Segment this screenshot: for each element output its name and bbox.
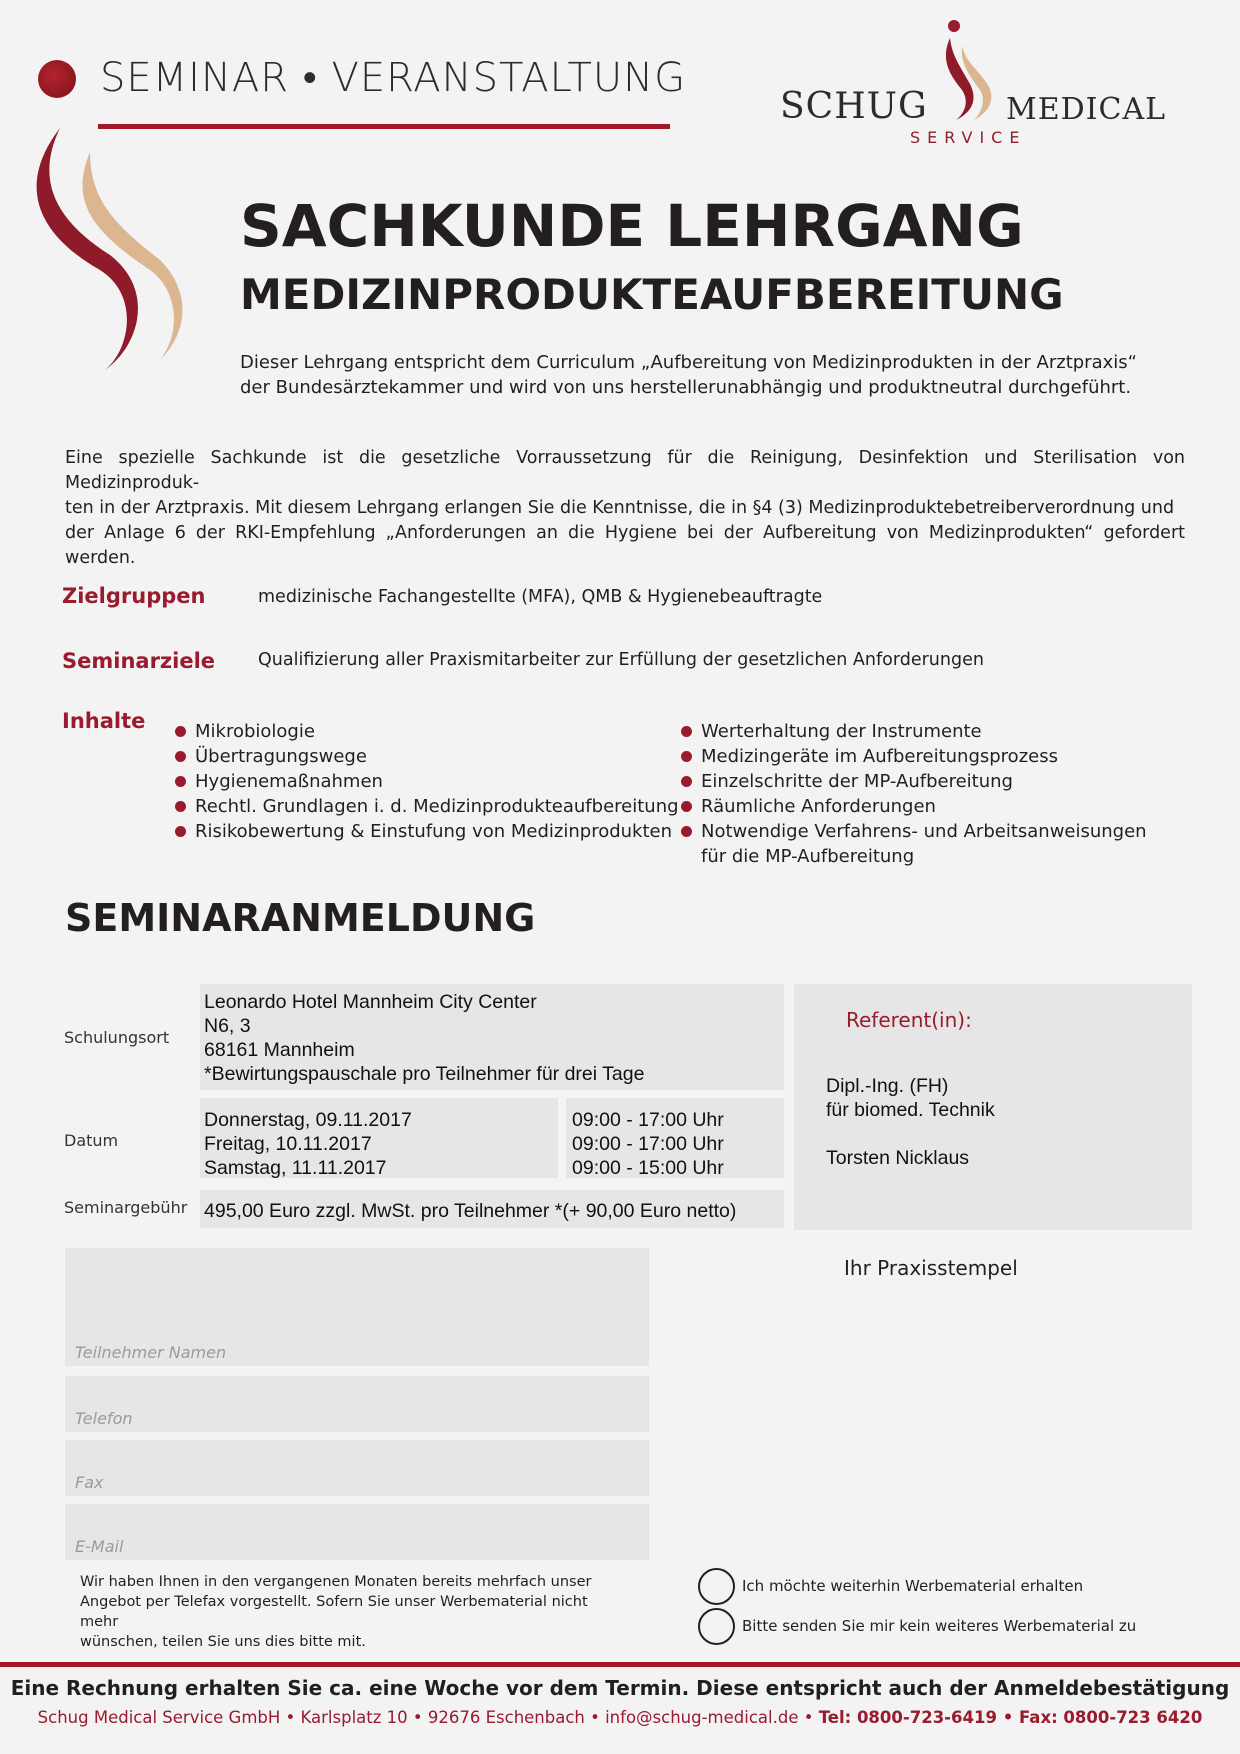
bullet-icon bbox=[681, 776, 692, 787]
description-line: der Anlage 6 der RKI-Empfehlung „Anforderungen an die Hygiene bei der Aufbereitung von Medizinprodukten“ gefordert werden. bbox=[65, 523, 1185, 568]
main-title: SACHKUNDE LEHRGANG bbox=[240, 192, 1024, 260]
description-line: ten in der Arztpraxis. Mit diesem Lehrgang erlangen Sie die Kenntnisse, die in §4 (3) Medizinproduktebetreiberverordnung und bbox=[65, 498, 1175, 518]
footer-company: Schug Medical Service GmbH • Karlsplatz 10 • 92676 Eschenbach • info@schug-medical.de • bbox=[37, 1708, 819, 1727]
field-label: Teilnehmer Namen bbox=[75, 1343, 227, 1362]
logo-mark-icon bbox=[940, 20, 1000, 120]
schulungsort-value: Leonardo Hotel Mannheim City Center N6, 3 68161 Mannheim *Bewirtungspauschale pro Teilnehmer für drei Tage bbox=[204, 991, 645, 1085]
option-label: Bitte senden Sie mir kein weiteres Werbematerial zu bbox=[742, 1617, 1137, 1635]
logo-service-text: SERVICE bbox=[910, 128, 1027, 147]
list-item: Einzelschritte der MP-Aufbereitung bbox=[681, 769, 1147, 794]
gebuehr-box bbox=[200, 1190, 784, 1228]
radio-circle-icon[interactable] bbox=[698, 1568, 735, 1605]
bullet-icon bbox=[175, 751, 186, 762]
list-item: Räumliche Anforderungen bbox=[681, 794, 1147, 819]
bullet-icon bbox=[175, 776, 186, 787]
dates-value: Donnerstag, 09.11.2017 Freitag, 10.11.2017 Samstag, 11.11.2017 bbox=[204, 1109, 412, 1179]
list-item: Übertragungswege bbox=[175, 744, 679, 769]
description-line: Eine spezielle Sachkunde ist die gesetzliche Vorraussetzung für die Reinigung, Desinfektion und Sterilisation von Medizinproduk- bbox=[65, 448, 1185, 493]
telefon-field[interactable] bbox=[65, 1376, 649, 1432]
list-item: Risikobewertung & Einstufung von Medizinprodukten bbox=[175, 819, 679, 844]
field-label: E-Mail bbox=[75, 1537, 124, 1556]
referent-label: Referent(in): bbox=[846, 1008, 972, 1032]
praxisstempel-label: Ihr Praxisstempel bbox=[844, 1256, 1018, 1280]
bullet-icon bbox=[175, 726, 186, 737]
list-item: Hygienemaßnahmen bbox=[175, 769, 679, 794]
inhalte-list-right bbox=[681, 719, 1147, 869]
bullet-icon bbox=[175, 801, 186, 812]
radio-circle-icon[interactable] bbox=[698, 1608, 735, 1645]
gebuehr-value: 495,00 Euro zzgl. MwSt. pro Teilnehmer *(+ 90,00 Euro netto) bbox=[204, 1200, 737, 1222]
footer-contact: Schug Medical Service GmbH • Karlsplatz 10 • 92676 Eschenbach • info@schug-medical.de • Tel: 0800-723-6419 • Fax: 0800-723 6420 bbox=[37, 1708, 1203, 1727]
field-label: Telefon bbox=[75, 1409, 133, 1428]
schulungsort-box bbox=[200, 984, 784, 1090]
intro-paragraph bbox=[240, 350, 1140, 400]
logo-medical-text: MEDICAL bbox=[1006, 92, 1167, 127]
zielgruppen-value: medizinische Fachangestellte (MFA), QMB & Hygienebeauftragte bbox=[258, 587, 823, 607]
seminarziele-label: Seminarziele bbox=[62, 649, 216, 673]
inhalte-label: Inhalte bbox=[62, 709, 146, 733]
field-label: Fax bbox=[75, 1473, 104, 1492]
bullet-icon bbox=[681, 751, 692, 762]
footer-fax: Fax: 0800-723 6420 bbox=[1019, 1708, 1203, 1727]
logo-schug-text: SCHUG bbox=[780, 86, 928, 127]
datum-box bbox=[200, 1098, 558, 1178]
intro-line: Dieser Lehrgang entspricht dem Curriculum „Aufbereitung von Medizinprodukten in der Arztpraxis“ bbox=[240, 352, 1137, 373]
email-field[interactable] bbox=[65, 1504, 649, 1560]
footer-tel[interactable]: Tel: 0800-723-6419 bbox=[818, 1708, 997, 1727]
gebuehr-label: Seminargebühr bbox=[64, 1198, 188, 1217]
times-box bbox=[566, 1098, 784, 1178]
decorative-swoosh-icon bbox=[20, 120, 190, 380]
inhalte-list-left bbox=[175, 719, 679, 844]
datum-label: Datum bbox=[64, 1131, 119, 1150]
schulungsort-label: Schulungsort bbox=[64, 1028, 170, 1047]
bullet-icon bbox=[681, 726, 692, 737]
teilnehmer-names-field[interactable] bbox=[65, 1248, 649, 1366]
intro-line: der Bundesärztekammer und wird von uns herstellerunabhängig und produktneutral durchgeführt. bbox=[240, 377, 1132, 398]
bullet-icon bbox=[175, 826, 186, 837]
footer-invoice-note: Eine Rechnung erhalten Sie ca. eine Woche vor dem Termin. Diese entspricht auch der Anmeldebestätigung bbox=[10, 1676, 1230, 1700]
footer-divider bbox=[0, 1662, 1240, 1667]
list-item: Werterhaltung der Instrumente bbox=[681, 719, 1147, 744]
referent-value: Dipl.-Ing. (FH) für biomed. Technik Torsten Nicklaus bbox=[826, 1075, 995, 1169]
main-subtitle: MEDIZINPRODUKTEAUFBEREITUNG bbox=[240, 270, 1064, 319]
zielgruppen-label: Zielgruppen bbox=[62, 584, 206, 608]
times-value: 09:00 - 17:00 Uhr 09:00 - 17:00 Uhr 09:00 - 15:00 Uhr bbox=[572, 1109, 724, 1179]
schug-medical-logo bbox=[780, 20, 1180, 150]
list-item: Notwendige Verfahrens- und Arbeitsanweisungen für die MP-Aufbereitung bbox=[681, 819, 1147, 869]
seminarziele-value: Qualifizierung aller Praxismitarbeiter zur Erfüllung der gesetzlichen Anforderungen bbox=[258, 650, 984, 670]
seminar-type-heading: SEMINAR • VERANSTALTUNG bbox=[100, 55, 687, 101]
description-paragraph bbox=[65, 446, 1185, 571]
red-dot-icon bbox=[38, 60, 76, 98]
registration-heading: SEMINARANMELDUNG bbox=[65, 896, 536, 940]
fax-field[interactable] bbox=[65, 1440, 649, 1496]
bullet-icon bbox=[681, 801, 692, 812]
bullet-icon bbox=[681, 826, 692, 837]
option-label: Ich möchte weiterhin Werbematerial erhalten bbox=[742, 1577, 1084, 1595]
list-item: Medizingeräte im Aufbereitungsprozess bbox=[681, 744, 1147, 769]
list-item: Rechtl. Grundlagen i. d. Medizinprodukteaufbereitung bbox=[175, 794, 679, 819]
list-item: Mikrobiologie bbox=[175, 719, 679, 744]
advertising-note: Wir haben Ihnen in den vergangenen Monaten bereits mehrfach unser Angebot per Telefax vorgestellt. Sofern Sie unser Werbematerial nicht mehr wünschen, teilen Sie uns dies bitte mit. bbox=[80, 1574, 592, 1650]
